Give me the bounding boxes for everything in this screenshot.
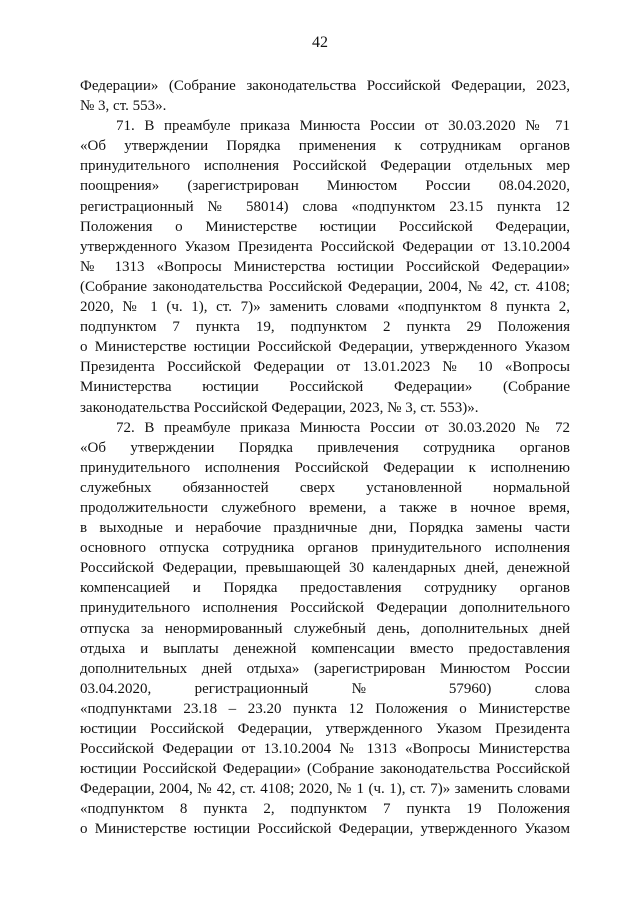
text-line: № 1313 «Вопросы Министерства юстиции Российской Федерации» (80, 258, 570, 275)
text-line: Российской Федерации от 13.10.2004 № 1313 «Вопросы Министерства (80, 741, 570, 758)
text-line: поощрения» (зарегистрирован Минюстом России 08.04.2020, (80, 178, 570, 195)
text-line: отпуска за ненормированный служебный день, дополнительных дней (80, 620, 570, 637)
text-line: юстиции Российской Федерации» (Собрание законодательства Российской (80, 761, 570, 778)
text-line: утвержденного Указом Президента Российской Федерации от 13.10.2004 (80, 238, 570, 255)
page-number: 42 (312, 34, 328, 51)
text-line: продолжительности служебного времени, а также в ночное время, (80, 499, 570, 516)
text-line: 2020, № 1 (ч. 1), ст. 7)» заменить словами «подпунктом 8 пункта 2, (80, 299, 570, 316)
text-line: отдыха и выплаты денежной компенсации вместо предоставления (80, 640, 570, 657)
text-line: дополнительных дней отдыха» (зарегистрирован Минюстом России (80, 660, 570, 677)
text-line: Президента Российской Федерации от 13.01.2023 № 10 «Вопросы (80, 359, 570, 376)
text-line: принудительного исполнения Российской Федерации к исполнению (80, 459, 570, 476)
text-line: «Об утверждении Порядка привлечения сотрудника органов (80, 439, 570, 456)
text-line: Федерации, 2004, № 42, ст. 4108; 2020, № 1 (ч. 1), ст. 7)» заменить словами (80, 781, 570, 798)
text-line: 72. В преамбуле приказа Минюста России от 30.03.2020 № 72 (116, 419, 570, 436)
document-body (80, 76, 570, 840)
text-line: 03.04.2020, регистрационный № 57960) слова (80, 680, 570, 697)
text-line: принудительного исполнения Российской Федерации дополнительного (80, 600, 570, 617)
text-line: служебных обязанностей сверх установленной нормальной (80, 479, 570, 496)
text-line: «подпунктом 8 пункта 2, подпунктом 7 пункта 19 Положения (80, 801, 570, 818)
text-line: (Собрание законодательства Российской Федерации, 2004, № 42, ст. 4108; (80, 278, 570, 295)
text-line: Положения о Министерстве юстиции Российской Федерации, (80, 218, 570, 235)
text-line: о Министерстве юстиции Российской Федерации, утвержденного Указом (80, 821, 570, 838)
text-line: регистрационный № 58014) слова «подпунктом 23.15 пункта 12 (80, 198, 570, 215)
text-line: № 3, ст. 553». (80, 98, 167, 115)
text-line: в выходные и нерабочие праздничные дни, Порядка замены части (80, 520, 570, 537)
text-line: компенсацией и Порядка предоставления сотруднику органов (80, 580, 570, 597)
text-line: «подпунктами 23.18 – 23.20 пункта 12 Положения о Министерстве (80, 700, 570, 717)
paragraph-p72 (80, 418, 570, 840)
text-line: «Об утверждении Порядка применения к сотрудникам органов (80, 138, 570, 155)
text-line: основного отпуска сотрудника органов принудительного исполнения (80, 540, 570, 557)
text-line: принудительного исполнения Российской Федерации отдельных мер (80, 158, 570, 175)
text-line: о Министерстве юстиции Российской Федерации, утвержденного Указом (80, 339, 570, 356)
text-line: юстиции Российской Федерации, утвержденного Указом Президента (80, 721, 570, 737)
text-line: 71. В преамбуле приказа Минюста России от 30.03.2020 № 71 (116, 118, 570, 135)
text-line: Российской Федерации, превышающей 30 календарных дней, денежной (80, 560, 570, 577)
text-line: подпунктом 7 пункта 19, подпунктом 2 пункта 29 Положения (80, 319, 570, 336)
text-line: законодательства Российской Федерации, 2023, № 3, ст. 553)». (80, 399, 479, 416)
text-line: Министерства юстиции Российской Федерации» (Собрание (80, 379, 570, 396)
paragraph-p71 (80, 116, 570, 417)
text-line: Федерации» (Собрание законодательства Российской Федерации, 2023, (80, 78, 570, 94)
paragraph-cont (80, 76, 570, 116)
